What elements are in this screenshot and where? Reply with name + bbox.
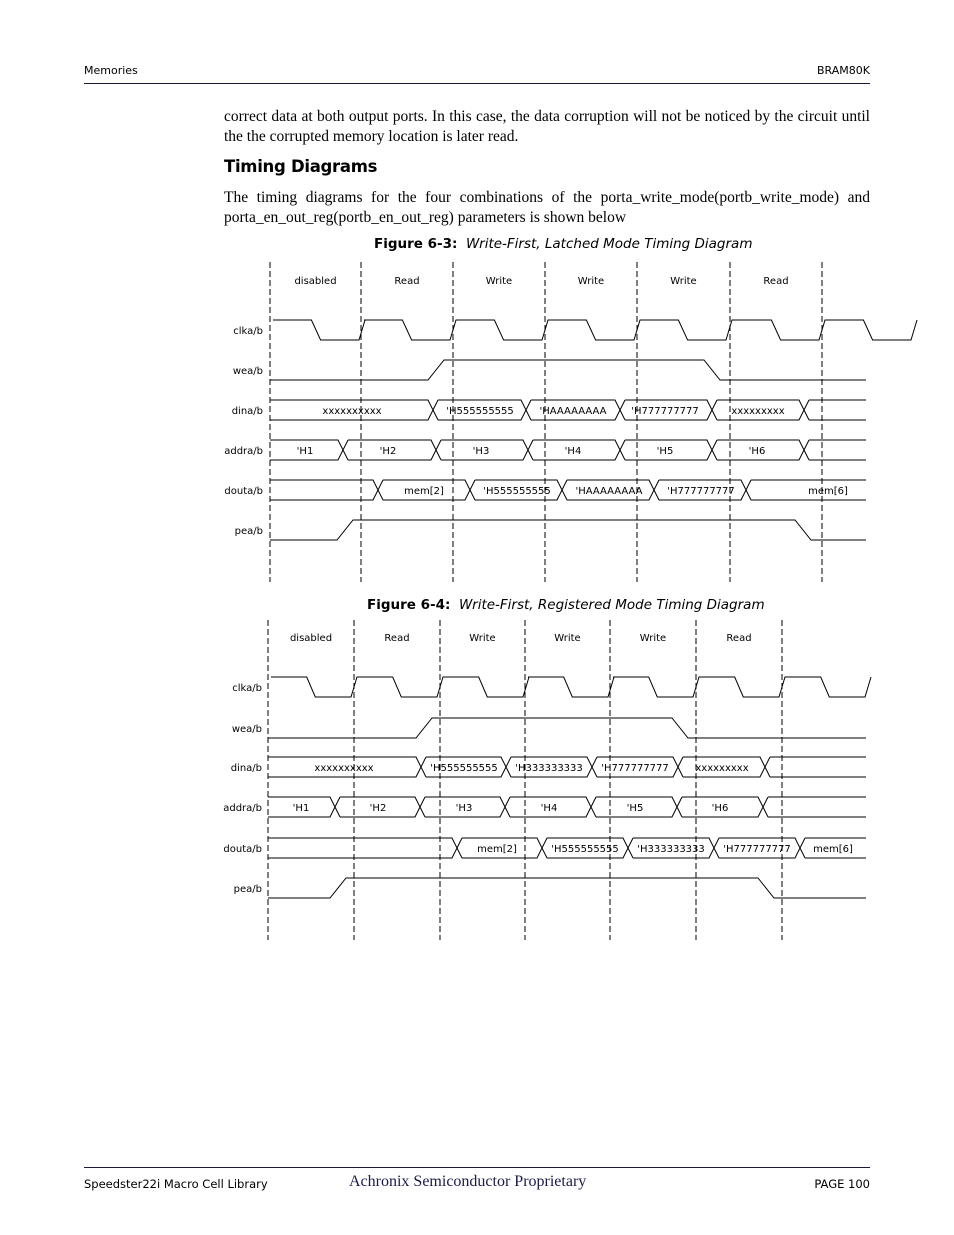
bus-value: 'H2 (379, 446, 397, 457)
phase-label: Write (554, 633, 581, 644)
bus-value: 'H5 (656, 446, 674, 457)
bus-value: 'H5 (626, 803, 644, 814)
clock-wave (271, 677, 871, 697)
signal-name: addra/b (223, 803, 262, 814)
footer-rule (84, 1167, 870, 1168)
addra-bus (268, 797, 866, 817)
bus-value: xxxxxxxxx (731, 406, 785, 417)
phase-label: Read (726, 633, 752, 644)
signal-name: pea/b (233, 884, 262, 895)
phase-label: Read (763, 276, 789, 287)
bus-value: mem[6] (808, 486, 848, 497)
footer-right: PAGE 100 (814, 1177, 870, 1191)
bus-value: 'H333333333 (515, 763, 583, 774)
bus-value: 'H555555555 (551, 844, 619, 855)
figure-label: Figure 6-3: (374, 236, 458, 252)
wea-wave (270, 360, 866, 380)
bus-value: 'H1 (296, 446, 314, 457)
bus-value: 'H6 (711, 803, 729, 814)
bus-value: 'H4 (540, 803, 558, 814)
intro-paragraph: correct data at both output ports. In this case, the data corruption will not be noticed by the circuit until the the corrupted memory location is later read. (224, 108, 870, 145)
signal-name: douta/b (224, 486, 263, 497)
signal-name: addra/b (224, 446, 263, 457)
cycle-dividers (268, 620, 782, 940)
signal-name: dina/b (230, 763, 262, 774)
phase-label: disabled (294, 276, 337, 287)
bus-value: 'H555555555 (430, 763, 498, 774)
pea-wave (268, 878, 866, 898)
signal-name: pea/b (234, 526, 263, 537)
header-rule (84, 83, 870, 84)
bus-value: xxxxxxxxx (695, 763, 749, 774)
addra-bus (268, 797, 866, 817)
bus-value: xxxxxxxxxx (314, 763, 374, 774)
bus-value: 'H3 (472, 446, 490, 457)
phase-label: Write (485, 276, 513, 287)
bus-value: 'H555555555 (483, 486, 551, 497)
phase-labels (290, 633, 752, 644)
phase-label: Write (639, 633, 667, 644)
signal-name: dina/b (231, 406, 263, 417)
figure-title: Write-First, Registered Mode Timing Diagram (459, 597, 765, 613)
bus-value: 'H777777777 (723, 844, 791, 855)
signal-name: douta/b (223, 844, 262, 855)
waveforms (268, 677, 871, 898)
signal-name: wea/b (231, 724, 262, 735)
phase-label: Write (670, 276, 697, 287)
phase-label: Read (394, 276, 420, 287)
bus-value: 'H4 (564, 446, 582, 457)
phase-label: Read (384, 633, 410, 644)
signal-name: clka/b (232, 683, 262, 694)
timing-diagram-latched (0, 256, 954, 596)
section-paragraph: The timing diagrams for the four combinations of the porta_write_mode(portb_write_mode) and porta_en_out_reg(portb_en_out_reg) parameters is shown below (224, 189, 870, 226)
bus-value: 'HAAAAAAAA (539, 406, 607, 417)
figure-label: Figure 6-4: (367, 597, 451, 613)
signal-name: wea/b (232, 366, 263, 377)
phase-label: Write (469, 633, 496, 644)
footer-left: Speedster22i Macro Cell Library (84, 1177, 268, 1191)
bus-value: 'H555555555 (446, 406, 514, 417)
bus-value: mem[6] (813, 844, 853, 855)
cycle-dividers (270, 262, 822, 582)
footer-center: Achronix Semiconductor Proprietary (349, 1173, 587, 1190)
pea-wave (270, 520, 866, 540)
signal-names (223, 683, 262, 895)
bus-value: 'H777777777 (667, 486, 735, 497)
bus-value: xxxxxxxxxx (322, 406, 382, 417)
signal-names (224, 326, 263, 537)
phase-label: Write (577, 276, 605, 287)
header-right: BRAM80K (817, 64, 870, 77)
wea-wave (268, 718, 866, 738)
signal-name: clka/b (233, 326, 263, 337)
waveforms (270, 320, 917, 540)
bus-value: mem[2] (477, 844, 517, 855)
bus-value: 'H1 (292, 803, 310, 814)
bus-value: 'H3 (455, 803, 473, 814)
header-left: Memories (84, 64, 138, 77)
douta-bus (270, 480, 866, 500)
bus-value: 'H333333333 (637, 844, 705, 855)
douta-bus (270, 480, 866, 500)
figure-title: Write-First, Latched Mode Timing Diagram (466, 236, 753, 252)
section-title: Timing Diagrams (224, 157, 378, 176)
bus-value: 'HAAAAAAAA (575, 486, 643, 497)
clock-wave (273, 320, 917, 340)
phase-labels (294, 276, 788, 287)
phase-label: disabled (289, 633, 333, 644)
bus-value: 'H2 (369, 803, 387, 814)
figure-caption-1 (374, 236, 752, 252)
timing-diagram-registered (0, 615, 954, 945)
bus-value: mem[2] (404, 486, 444, 497)
bus-value: 'H777777777 (631, 406, 699, 417)
bus-value: 'H777777777 (601, 763, 669, 774)
bus-value: 'H6 (748, 446, 766, 457)
figure-caption-2 (367, 597, 765, 613)
